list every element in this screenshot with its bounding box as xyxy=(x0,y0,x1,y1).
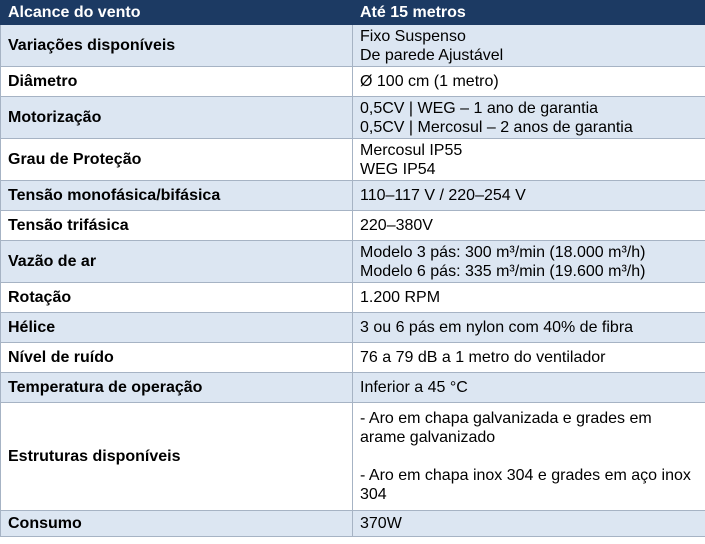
row-value-variacoes xyxy=(353,25,705,67)
row-key-ruido: Nível de ruído xyxy=(1,343,353,373)
table-header-row xyxy=(1,1,705,25)
row-value-rotacao: 1.200 RPM xyxy=(353,283,705,313)
table-row xyxy=(1,343,705,373)
table-row xyxy=(1,511,705,537)
value-line: Modelo 3 pás: 300 m³/min (18.000 m³/h) xyxy=(360,243,646,261)
value-line: De parede Ajustável xyxy=(360,46,504,64)
row-value-motorizacao xyxy=(353,97,705,139)
row-key-temperatura: Temperatura de operação xyxy=(1,373,353,403)
value-line: WEG IP54 xyxy=(360,160,436,178)
header-value: Até 15 metros xyxy=(353,1,705,25)
row-value-diametro: Ø 100 cm (1 metro) xyxy=(353,67,705,97)
value-line: Fixo Suspenso xyxy=(360,27,466,45)
header-key: Alcance do vento xyxy=(1,1,353,25)
row-key-variacoes: Variações disponíveis xyxy=(1,25,353,67)
row-key-tensao-mono: Tensão monofásica/bifásica xyxy=(1,181,353,211)
table-row xyxy=(1,313,705,343)
row-value-vazao xyxy=(353,241,705,283)
table-row xyxy=(1,181,705,211)
value-line: Modelo 6 pás: 335 m³/min (19.600 m³/h) xyxy=(360,262,646,280)
table-row xyxy=(1,241,705,283)
value-line: Mercosul IP55 xyxy=(360,141,463,159)
row-key-tensao-tri: Tensão trifásica xyxy=(1,211,353,241)
value-line: - Aro em chapa inox 304 e grades em aço inox 304 xyxy=(360,467,691,503)
row-key-grau-protecao: Grau de Proteção xyxy=(1,139,353,181)
row-value-helice: 3 ou 6 pás em nylon com 40% de fibra xyxy=(353,313,705,343)
row-value-tensao-mono: 110–117 V / 220–254 V xyxy=(353,181,705,211)
row-value-grau-protecao xyxy=(353,139,705,181)
spacer xyxy=(360,447,699,466)
table-row xyxy=(1,97,705,139)
row-key-rotacao: Rotação xyxy=(1,283,353,313)
table-row xyxy=(1,67,705,97)
row-value-estruturas xyxy=(353,403,705,511)
row-value-consumo: 370W xyxy=(353,511,705,537)
table-row xyxy=(1,403,705,511)
row-value-tensao-tri: 220–380V xyxy=(353,211,705,241)
row-key-vazao: Vazão de ar xyxy=(1,241,353,283)
value-line: 0,5CV | Mercosul – 2 anos de garantia xyxy=(360,118,633,136)
row-value-temperatura: Inferior a 45 °C xyxy=(353,373,705,403)
row-key-estruturas: Estruturas disponíveis xyxy=(1,403,353,511)
row-key-motorizacao: Motorização xyxy=(1,97,353,139)
value-line: - Aro em chapa galvanizada e grades em arame galvanizado xyxy=(360,410,652,446)
table-row xyxy=(1,373,705,403)
value-line: 0,5CV | WEG – 1 ano de garantia xyxy=(360,99,599,117)
row-key-diametro: Diâmetro xyxy=(1,67,353,97)
table-row xyxy=(1,25,705,67)
table-row xyxy=(1,139,705,181)
table-row xyxy=(1,211,705,241)
row-key-helice: Hélice xyxy=(1,313,353,343)
row-key-consumo: Consumo xyxy=(1,511,353,537)
table-row xyxy=(1,283,705,313)
row-value-ruido: 76 a 79 dB a 1 metro do ventilador xyxy=(353,343,705,373)
